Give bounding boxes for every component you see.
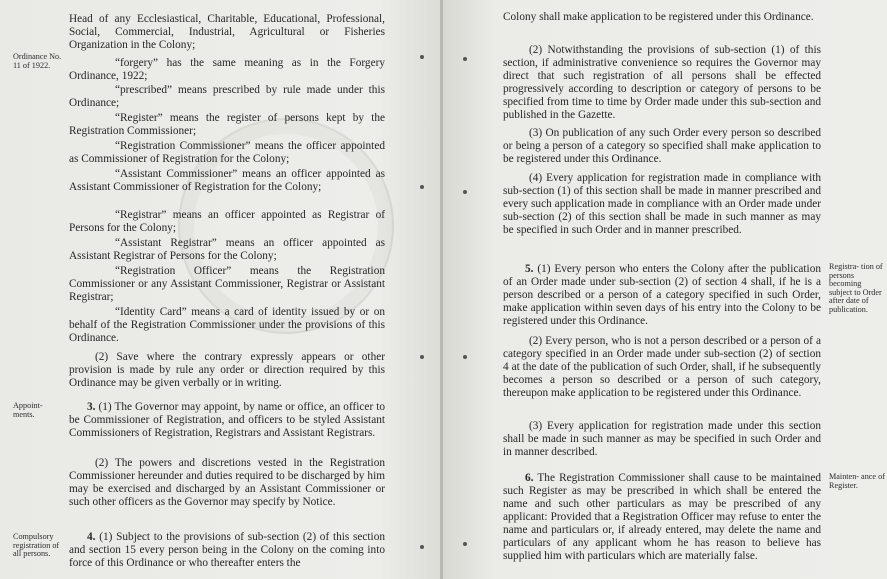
binding-hole — [420, 185, 424, 189]
section-3-number: 3. — [87, 401, 96, 413]
section-5-subsection-1-text: (1) Every person who enters the Colony after the publication of an Order made under sub-section (2) of section 4 shall, if he is a person described or a person of a category specified in such Order, make application within seven days of his entry into the Colony to be registered under this Ordinance. — [503, 263, 821, 327]
section-6-text: The Registration Commissioner shall cause to be maintained such Register as may be prescribed in which shall be entered the name and such other particulars as may be prescribed of any applicant: Provided that a Registration Officer may refuse to enter the name and particulars or, if already entered, may delete the name and particulars of any applicant whom he has reason to believe has supplied him with particulars which are materially false. — [503, 472, 821, 562]
section-5-number: 5. — [525, 263, 534, 275]
margin-note-maintenance-of-register: Mainten- ance of Register. — [829, 472, 885, 490]
definition-assistant-registrar: “Assistant Registrar” means an officer appointed as Assistant Registrar of Persons for the Colony; — [69, 237, 385, 262]
section-4-subsection-1 — [69, 531, 385, 570]
margin-note-registration-subject-to-order: Registra- tion of persons becoming subject to Order after date of publication. — [829, 262, 883, 314]
section-4-subsection-2: (2) Notwithstanding the provisions of sub-section (1) of this section, if administrative convenience so requires the Governor may direct that such registration of all persons shall be effected progressively according to description or category of persons to be specified from time to time by Order made under this sub-section and published in the Gazette. — [503, 44, 821, 121]
section-3-subsection-1 — [69, 401, 385, 440]
definition-registration-officer: “Registration Officer” means the Registration Commissioner or any Assistant Commissioner, Registrar or Assistant Registrar; — [69, 265, 385, 303]
definition-forgery: “forgery” has the same meaning as in the Forgery Ordinance, 1922; — [69, 57, 385, 82]
definition-head: Head of any Ecclesiastical, Charitable, Educational, Professional, Social, Commercial, Industrial, Agricultural or Fisheries Organization in the Colony; — [69, 13, 385, 51]
section-4-subsection-3: (3) On publication of any such Order every person so described or being a person of a category so specified shall make application to be registered under this Ordinance. — [503, 127, 821, 165]
section-5-subsection-1 — [503, 263, 821, 328]
left-page — [0, 0, 441, 579]
definition-assistant-commissioner: “Assistant Commissioner” means an officer appointed as Assistant Commissioner of Registration for the Colony; — [69, 168, 385, 193]
definition-identity-card: “Identity Card” means a card of identity issued by or on behalf of the Registration Commissioner under the provisions of this Ordinance. — [69, 306, 385, 344]
section-4-number: 4. — [87, 531, 96, 543]
binding-hole — [463, 190, 467, 194]
section-3-subsection-2: (2) The powers and discretions vested in the Registration Commissioner hereunder and duties required to be discharged by him may be exercised and discharged by an Assistant Commissioner or such other officers as the Governor may specify by Notice. — [69, 457, 385, 508]
binding-hole — [463, 355, 467, 359]
binding-hole — [420, 545, 424, 549]
margin-note-appointments: Appoint- ments. — [13, 401, 43, 419]
binding-hole — [420, 55, 424, 59]
margin-note-compulsory-registration: Compulsory registration of all persons. — [13, 532, 60, 559]
right-page — [443, 0, 887, 579]
section-5-subsection-3: (3) Every application for registration made under this section shall be made in such manner as may be specified in such Order and in manner described. — [503, 420, 821, 458]
section-4-subsection-1-text: (1) Subject to the provisions of sub-section (2) of this section and section 15 every person being in the Colony on the coming into force of this Ordinance or who thereafter enters the — [69, 531, 385, 569]
binding-hole — [420, 355, 424, 359]
section-4-continuation: Colony shall make application to be registered under this Ordinance. — [503, 11, 814, 23]
section-5-subsection-2: (2) Every person, who is not a person described or a person of a category specified in an Order made under sub-section (2) of section 4 at the date of the publication of such Order, shall, if he subsequently becomes a person so described or a person of such category, thereupon make application to be registered under this Ordinance. — [503, 335, 821, 399]
definition-prescribed: “prescribed” means prescribed by rule made under this Ordinance; — [69, 84, 385, 109]
section-2-subsection-2: (2) Save where the contrary expressly appears or other provision is made by rule any order or direction required by this Ordinance may be given verbally or in writing. — [69, 351, 385, 389]
section-4-subsection-4: (4) Every application for registration made in compliance with sub-section (1) of this section shall be made in manner prescribed and every such application made in compliance with an Order made under sub-section (2) of this section shall be made in such manner as may be specified in such Order and in manner prescribed. — [503, 172, 821, 236]
binding-hole — [463, 57, 467, 61]
definition-registration-commissioner: “Registration Commissioner” means the officer appointed as Commissioner of Registration for the Colony; — [69, 140, 385, 165]
binding-hole — [463, 542, 467, 546]
section-6-number: 6. — [525, 472, 534, 484]
section-3-subsection-1-text: (1) The Governor may appoint, by name or office, an officer to be Commissioner of Registration, and officers to be styled Assistant Commissioners of Registration, Registrars and Assistant Registrars. — [69, 401, 386, 439]
definition-register: “Register” means the register of persons kept by the Registration Commissioner; — [69, 112, 385, 137]
section-6 — [503, 472, 821, 563]
definition-registrar: “Registrar” means an officer appointed as Registrar of Persons for the Colony; — [69, 209, 385, 234]
margin-note-ordinance: Ordinance No. 11 of 1922. — [13, 52, 62, 70]
